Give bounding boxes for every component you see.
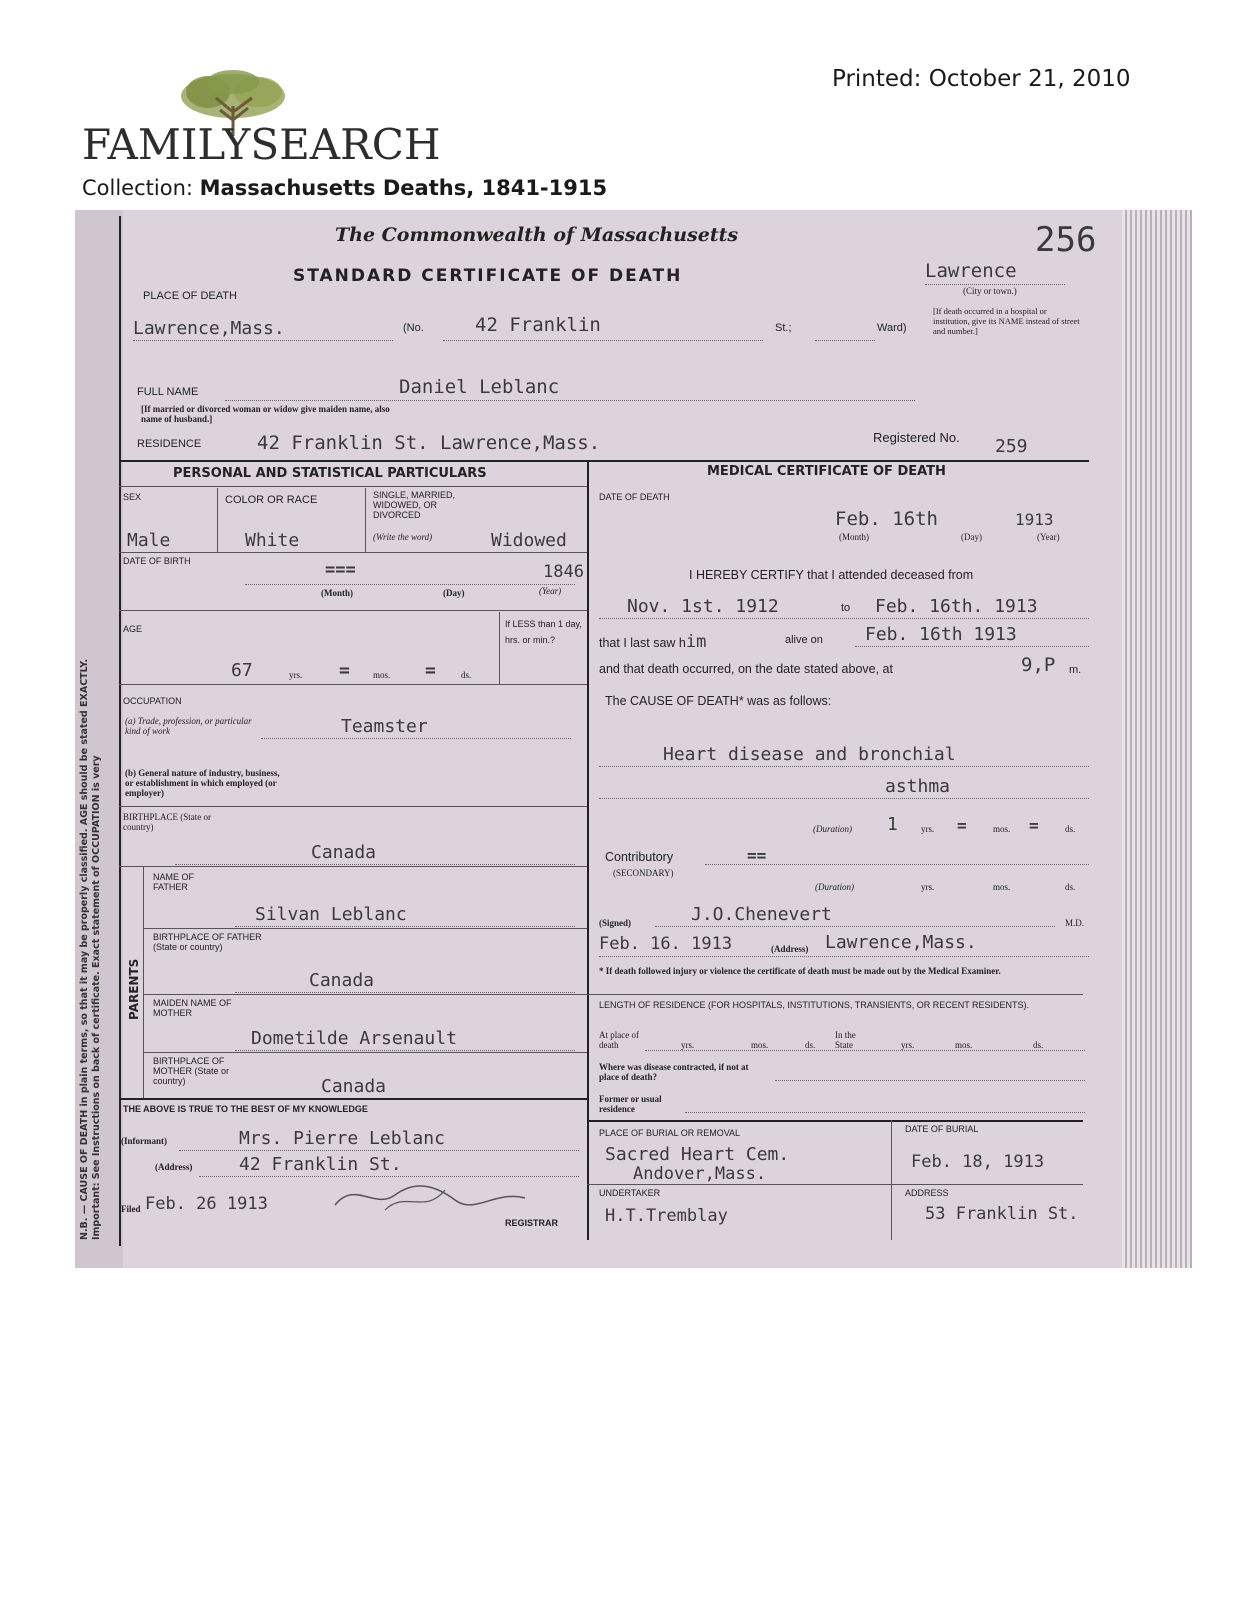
signed-date: Feb. 16. 1913 <box>599 934 733 954</box>
less-than-note: If LESS than 1 day, hrs. or min.? <box>505 619 582 645</box>
residence-ds-caption: ds. <box>805 1040 816 1050</box>
cause-label: The CAUSE OF DEATH* was as follows: <box>605 694 832 708</box>
certificate-title: STANDARD CERTIFICATE OF DEATH <box>293 266 683 286</box>
age-months: = <box>339 660 350 681</box>
residence-value: 42 Franklin St. Lawrence,Mass. <box>257 432 601 454</box>
cause-value-line-1: Heart disease and bronchial <box>663 744 956 765</box>
registrar-signature <box>325 1170 545 1220</box>
marital-label: SINGLE, MARRIED, WIDOWED, OR DIVORCED <box>373 490 456 520</box>
residence-mos-caption: mos. <box>751 1040 769 1050</box>
where-contracted-label: Where was disease contracted, if not at place of death? <box>599 1062 749 1082</box>
trade-label: (a) Trade, profession, or particular kind of work <box>125 716 252 736</box>
duration-years: 1 <box>887 814 898 835</box>
last-saw-date: Feb. 16th 1913 <box>865 624 1017 645</box>
attended-from: Nov. 1st. 1912 <box>627 596 779 617</box>
contributory-mos-caption: mos. <box>993 882 1011 892</box>
undertaker-value: H.T.Tremblay <box>605 1206 728 1226</box>
undertaker-label: UNDERTAKER <box>599 1188 661 1198</box>
registrar-label: REGISTRAR <box>505 1218 559 1228</box>
death-certificate <box>75 210 1192 1268</box>
duration-mos-caption: mos. <box>993 824 1011 834</box>
personal-section-header: PERSONAL AND STATISTICAL PARTICULARS <box>173 466 487 481</box>
duration-ds-caption: ds. <box>1065 824 1076 834</box>
state-mos-caption: mos. <box>955 1040 973 1050</box>
residence-label: RESIDENCE <box>137 438 202 450</box>
filed-value: Feb. 26 1913 <box>145 1194 268 1214</box>
at-place-label: At place of death <box>599 1030 639 1050</box>
contributory-value: == <box>747 846 767 865</box>
full-name-value: Daniel Leblanc <box>399 376 560 398</box>
street-value: 42 Franklin <box>475 314 601 336</box>
birthplace-value: Canada <box>311 842 377 863</box>
death-date-label: DATE OF DEATH <box>599 492 670 502</box>
residence-yrs-caption: yrs. <box>681 1040 695 1050</box>
death-occurred-label: and that death occurred, on the date stated above, at <box>599 662 893 676</box>
birth-date-value: === <box>325 560 356 580</box>
death-year-caption: (Year) <box>1037 532 1060 542</box>
birth-date-label: DATE OF BIRTH <box>123 556 191 566</box>
marital-value: Widowed <box>491 530 567 551</box>
in-state-label: In the State <box>835 1030 856 1050</box>
burial-label: PLACE OF BURIAL OR REMOVAL <box>599 1128 741 1138</box>
race-label: COLOR OR RACE <box>225 494 318 506</box>
contributory-yrs-caption: yrs. <box>921 882 935 892</box>
former-residence-label: Former or usual residence <box>599 1094 662 1114</box>
age-years: 67 <box>231 660 253 681</box>
signed-label: (Signed) <box>599 918 632 928</box>
birth-year-value: 1846 <box>543 562 584 582</box>
attended-to-label: to <box>841 602 851 614</box>
day-caption: (Day) <box>443 588 465 598</box>
death-month-caption: (Month) <box>839 532 869 542</box>
registered-value: 259 <box>995 436 1028 457</box>
mother-birthplace-label: BIRTHPLACE OF MOTHER (State or country) <box>153 1056 230 1086</box>
race-value: White <box>245 530 300 551</box>
death-day-caption: (Day) <box>961 532 982 542</box>
collection-label: Collection: <box>82 176 193 200</box>
age-days: = <box>425 660 436 681</box>
registered-label: Registered No. <box>873 430 960 445</box>
death-time-suffix: m. <box>1069 664 1082 676</box>
informant-label: (Informant) <box>121 1136 167 1146</box>
sex-label: SEX <box>123 492 142 502</box>
age-yrs-caption: yrs. <box>289 670 303 680</box>
signed-value: J.O.Chenevert <box>691 904 832 925</box>
marital-hint: (Write the word) <box>373 532 433 542</box>
age-ds-caption: ds. <box>461 670 472 680</box>
year-caption: (Year) <box>539 586 562 596</box>
city-value: Lawrence <box>925 260 1017 282</box>
last-saw-label: that I last saw him <box>599 632 707 652</box>
address-label: (Address) <box>155 1162 193 1172</box>
father-birthplace-value: Canada <box>309 970 375 991</box>
city-caption: (City or town.) <box>963 286 1017 296</box>
full-name-label: FULL NAME <box>137 386 199 398</box>
alive-on-label: alive on <box>785 634 823 646</box>
last-saw-him: im <box>685 632 707 652</box>
duration-yrs-caption: yrs. <box>921 824 935 834</box>
burial-place-line-1: Sacred Heart Cem. <box>605 1144 790 1165</box>
undertaker-address-value: 53 Franklin St. <box>925 1204 1079 1224</box>
state-yrs-caption: yrs. <box>901 1040 915 1050</box>
md-label: M.D. <box>1065 918 1085 928</box>
industry-label: (b) General nature of industry, business, or establishment in which employed (or employer) <box>125 768 280 798</box>
mother-birthplace-value: Canada <box>321 1076 387 1097</box>
father-name-label: NAME OF FATHER <box>153 872 195 892</box>
signed-address: Lawrence,Mass. <box>825 932 977 953</box>
collection-name: Massachusetts Deaths, 1841-1915 <box>199 176 608 200</box>
ledger-edge <box>1122 210 1192 1268</box>
duration-label: (Duration) <box>813 824 852 834</box>
true-statement-label: THE ABOVE IS TRUE TO THE BEST OF MY KNOWLEDGE <box>123 1104 368 1114</box>
age-label: AGE <box>123 624 143 634</box>
logo-text: FAMILYSEARCH <box>82 120 441 169</box>
street-number-label: (No. <box>403 322 424 334</box>
side-instructions: N.B. — CAUSE OF DEATH in plain terms, so that it may be properly classified. AGE should be stated EXACTLY. Important: See Instructions on back of certificate. Exact statement of OCCUPATION is very <box>79 658 102 1240</box>
place-of-death-value: Lawrence,Mass. <box>133 318 285 339</box>
contributory-sub: (SECONDARY) <box>613 868 674 878</box>
informant-address: 42 Franklin St. <box>239 1154 402 1175</box>
ward-label: Ward) <box>877 322 907 334</box>
printed-date: Printed: October 21, 2010 <box>832 66 1131 92</box>
collection-line <box>82 176 607 200</box>
month-caption: (Month) <box>321 588 353 598</box>
sex-value: Male <box>127 530 171 551</box>
married-note: [If married or divorced woman or widow give maiden name, also name of husband.] <box>141 404 390 424</box>
street-label: St.; <box>775 322 792 334</box>
injury-note: * If death followed injury or violence the certificate of death must be made out by the Medical Examiner. <box>599 966 1001 976</box>
occupation-label: OCCUPATION <box>123 696 182 706</box>
state-ds-caption: ds. <box>1033 1040 1044 1050</box>
contributory-label: Contributory <box>605 850 674 864</box>
undertaker-address-label: ADDRESS <box>905 1188 949 1198</box>
certificate-number: 256 <box>1035 220 1097 260</box>
contributory-duration-label: (Duration) <box>815 882 854 892</box>
death-year-value: 1913 <box>1015 510 1054 529</box>
informant-value: Mrs. Pierre Leblanc <box>239 1128 445 1149</box>
occupation-value: Teamster <box>341 716 428 737</box>
birthplace-label: BIRTHPLACE (State or country) <box>123 812 211 832</box>
burial-place-line-2: Andover,Mass. <box>633 1164 767 1184</box>
cause-value-line-2: asthma <box>885 776 951 797</box>
father-name-value: Silvan Leblanc <box>255 904 407 925</box>
place-of-death-label: PLACE OF DEATH <box>143 290 237 302</box>
burial-date-label: DATE OF BURIAL <box>905 1124 979 1134</box>
father-birthplace-label: BIRTHPLACE OF FATHER (State or country) <box>153 932 262 952</box>
age-mos-caption: mos. <box>373 670 391 680</box>
parents-label: PARENTS <box>127 958 141 1020</box>
mother-name-label: MAIDEN NAME OF MOTHER <box>153 998 232 1018</box>
hospital-note: [If death occurred in a hospital or institution, give its NAME instead of street and number.] <box>933 306 1080 336</box>
filed-label: Filed <box>121 1204 141 1214</box>
duration-days: = <box>1029 816 1039 835</box>
attended-to: Feb. 16th. 1913 <box>875 596 1038 617</box>
mother-name-value: Dometilde Arsenault <box>251 1028 457 1049</box>
certify-text: I HEREBY CERTIFY that I attended deceased from <box>689 568 974 582</box>
residence-length-label: LENGTH OF RESIDENCE (FOR HOSPITALS, INSTITUTIONS, TRANSIENTS, OR RECENT RESIDENTS). <box>599 1000 1030 1010</box>
state-title: The Commonwealth of Massachusetts <box>335 224 739 246</box>
contributory-ds-caption: ds. <box>1065 882 1076 892</box>
signed-address-label: (Address) <box>771 944 809 954</box>
burial-date-value: Feb. 18, 1913 <box>911 1152 1045 1172</box>
death-time: 9,P <box>1021 654 1056 676</box>
medical-section-header: MEDICAL CERTIFICATE OF DEATH <box>707 464 946 479</box>
death-date-value: Feb. 16th <box>835 508 938 530</box>
duration-months: = <box>957 816 967 835</box>
